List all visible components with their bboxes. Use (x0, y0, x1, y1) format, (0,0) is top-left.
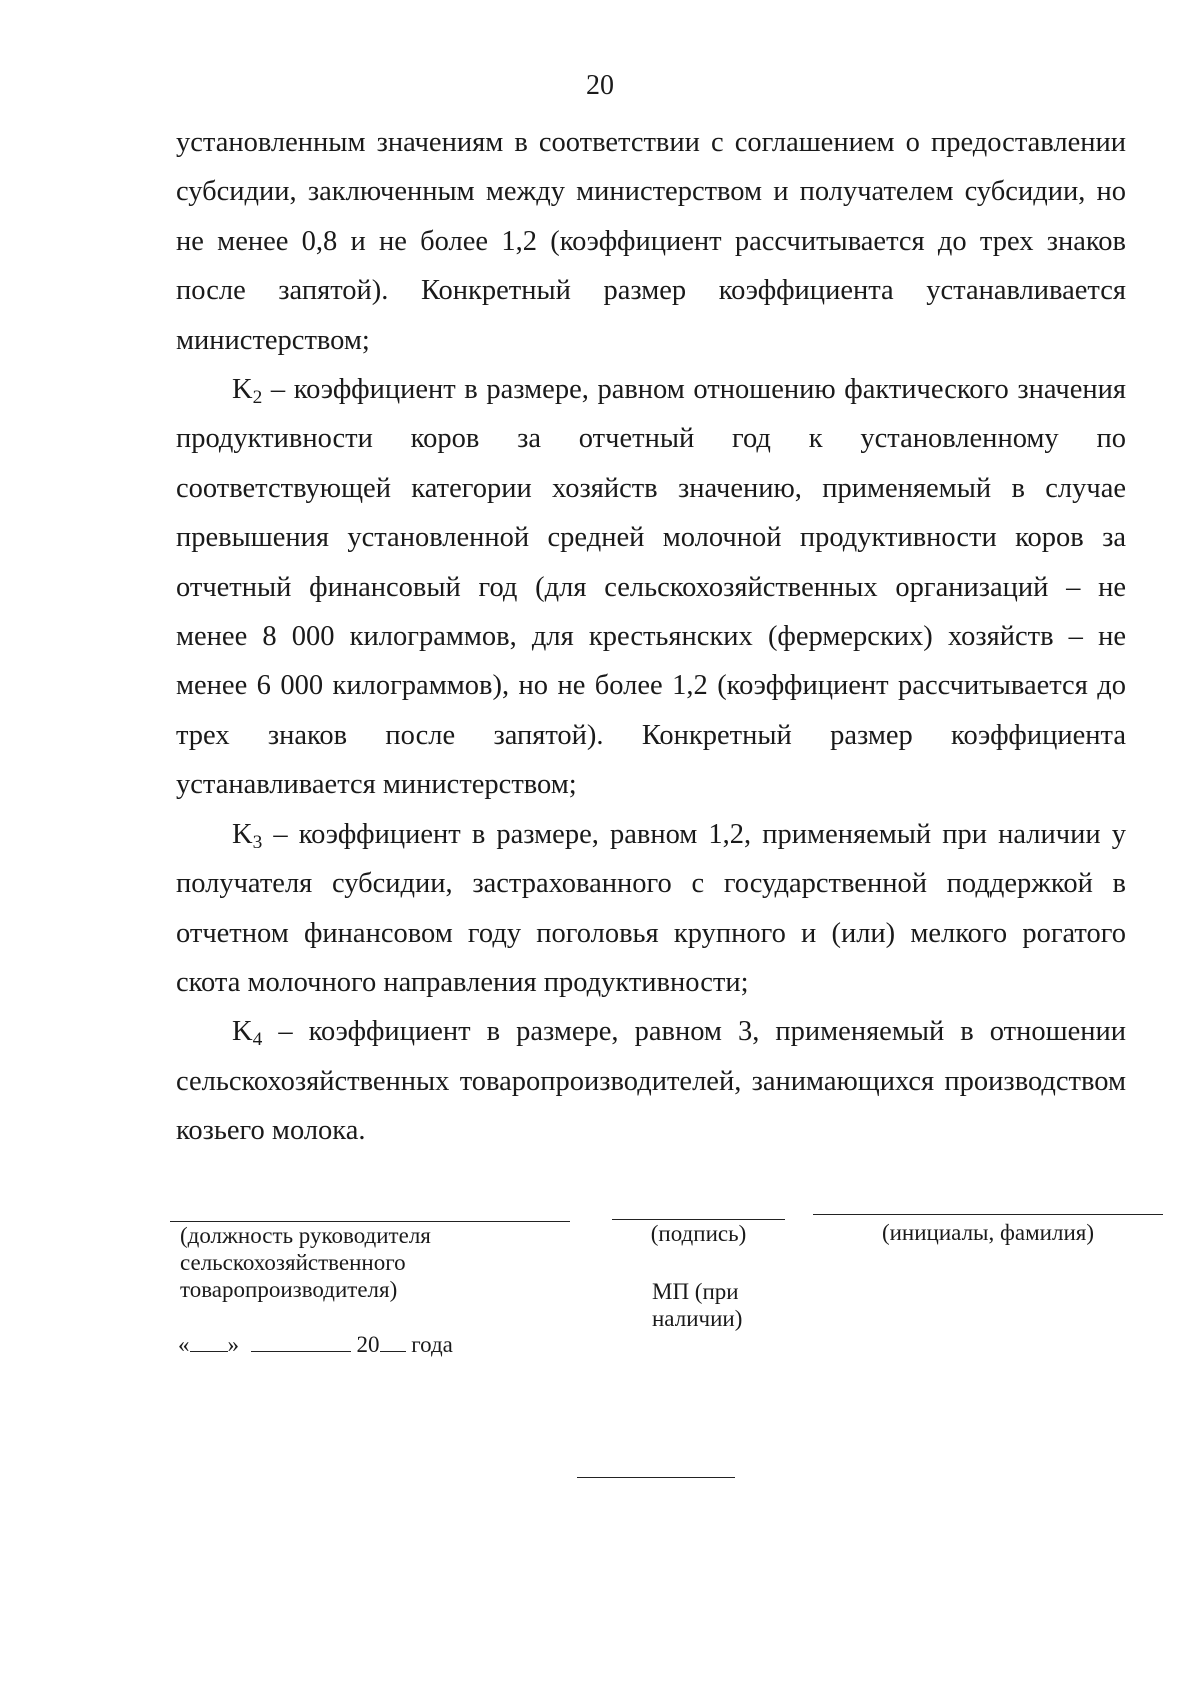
coefficient-symbol: K (232, 1016, 253, 1048)
paragraph-continuation: установленным значениям в соответствии с соглашением о предоставлении субсидии, заключенным между министерством и получателем субсидии, но не менее 0,8 и не более 1,2 (коэффициент рассчитывается до трех знаков после запятой). Конкретный размер коэффициента устанавливается министерством; (176, 127, 1126, 356)
position-caption (180, 1222, 431, 1303)
date-quote-close: » (227, 1332, 239, 1357)
date-line (178, 1332, 453, 1358)
signature-caption: (подпись) (650, 1221, 747, 1246)
coefficient-symbol: K (232, 374, 253, 406)
coefficient-subscript: 3 (252, 831, 263, 853)
position-caption-line: (должность руководителя (180, 1223, 431, 1248)
coefficient-subscript: 2 (252, 386, 263, 408)
page-number: 20 (586, 70, 614, 101)
document-body (176, 118, 1126, 1156)
month-blank (251, 1333, 351, 1352)
year-blank (380, 1333, 406, 1352)
initials-caption: (инициалы, фамилия) (881, 1220, 1095, 1245)
stamp-caption-line: МП (при (652, 1279, 739, 1304)
paragraph-k4 (176, 1007, 1126, 1155)
position-caption-line: товаропроизводителя) (180, 1277, 398, 1302)
date-suffix: года (405, 1332, 453, 1357)
paragraph-k2 (176, 365, 1126, 810)
coefficient-subscript: 4 (252, 1029, 263, 1051)
stamp-caption (652, 1278, 742, 1332)
date-quote-open: « (178, 1332, 190, 1357)
position-caption-line: сельскохозяйственного (180, 1250, 406, 1275)
paragraph-k3 (176, 810, 1126, 1008)
year-prefix: 20 (356, 1332, 380, 1357)
day-blank (190, 1333, 228, 1352)
coefficient-definition: – коэффициент в размере, равном 3, применяемый в отношении сельскохозяйственных товаропроизводителей, занимающихся производством козьего молока. (176, 1016, 1126, 1147)
coefficient-definition: – коэффициент в размере, равном отношению фактического значения продуктивности коров за отчетный год к установленному по соответствующей категории хозяйств значению, применяемый в случае превышения установленной средней молочной продуктивности коров за отчетный финансовый год (для сельскохозяйственных организаций – не менее 8 000 килограммов, для крестьянских (фермерских) хозяйств – не менее 6 000 килограммов), но не более 1,2 (коэффициент рассчитывается до трех знаков после запятой). Конкретный размер коэффициента устанавливается министерством; (176, 374, 1126, 801)
end-of-document-line (577, 1477, 735, 1478)
stamp-caption-line: наличии) (652, 1306, 743, 1331)
initials-signature-line (813, 1214, 1163, 1215)
coefficient-definition: – коэффициент в размере, равном 1,2, применяемый при наличии у получателя субсидии, застрахованного с государственной поддержкой в отчетном финансовом году поголовья крупного и (или) мелкого рогатого скота молочного направления продуктивности; (176, 818, 1126, 998)
coefficient-symbol: K (232, 818, 253, 850)
